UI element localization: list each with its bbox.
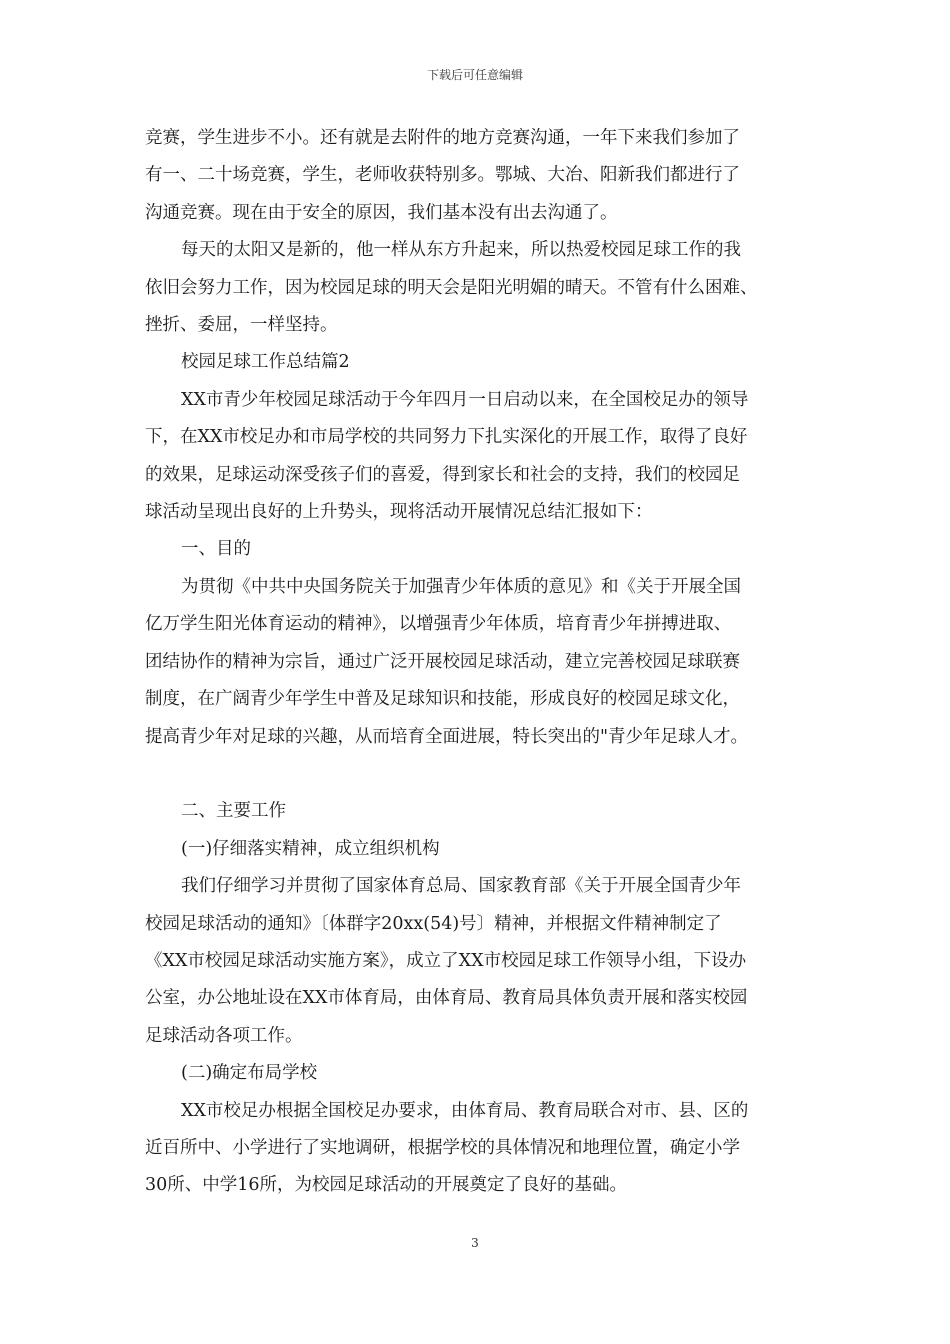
body-line: 挫折、委屈，一样坚持。 <box>145 315 338 336</box>
body-line: 我们仔细学习并贯彻了国家体育总局、国家教育部《关于开展全国青少年 <box>181 876 741 897</box>
heading-purpose: 一、目的 <box>181 539 251 560</box>
body-line: 每天的太阳又是新的，他一样从东方升起来，所以热爱校园足球工作的我 <box>181 240 741 261</box>
page-header: 下载后可任意编辑 <box>426 68 523 82</box>
body-line: 依旧会努力工作，因为校园足球的明天会是阳光明媚的晴天。不管有什么困难、 <box>145 277 758 298</box>
body-line: XX市校足办根据全国校足办要求，由体育局、教育局联合对市、县、区的 <box>181 1100 749 1121</box>
body-line: 制度，在广阔青少年学生中普及足球知识和技能，形成良好的校园足球文化， <box>145 689 740 710</box>
document-body <box>145 120 815 1205</box>
heading-main-work: 二、主要工作 <box>181 801 286 822</box>
body-line: 近百所中、小学进行了实地调研，根据学校的具体情况和地理位置，确定小学 <box>145 1137 740 1158</box>
body-line: 为贯彻《中共中央国务院关于加强青少年体质的意见》和《关于开展全国 <box>181 576 741 597</box>
body-line: 竞赛，学生进步不小。还有就是去附件的地方竞赛沟通，一年下来我们参加了 <box>145 128 740 148</box>
body-line: XX市青少年校园足球活动于今年四月一日启动以来，在全国校足办的领导 <box>181 389 749 410</box>
body-line: 校园足球活动的通知》〔体群字20xx(54)号〕精神，并根据文件精神制定了 <box>145 913 722 934</box>
body-line: 《XX市校园足球活动实施方案》，成立了XX市校园足球工作领导小组，下设办 <box>145 950 747 971</box>
body-line: 亿万学生阳光体育运动的精神》，以增强青少年体质，培育青少年拼搏进取、 <box>145 614 732 635</box>
body-line: 团结协作的精神为宗旨，通过广泛开展校园足球活动，建立完善校园足球联赛 <box>145 651 740 672</box>
body-line: 足球活动各项工作。 <box>145 1025 303 1046</box>
body-line: 30所、中学16所，为校园足球活动的开展奠定了良好的基础。 <box>145 1175 628 1196</box>
body-line: 的效果，足球运动深受孩子们的喜爱，得到家长和社会的支持，我们的校园足 <box>145 464 740 485</box>
body-line: 球活动呈现出良好的上升势头，现将活动开展情况总结汇报如下： <box>145 502 653 523</box>
body-line: 公室，办公地址设在XX市体育局，由体育局、教育局具体负责开展和落实校园 <box>145 988 748 1009</box>
body-line: 下，在XX市校足办和市局学校的共同努力下扎实深化的开展工作，取得了良好 <box>145 427 748 448</box>
section-title: 校园足球工作总结篇2 <box>181 352 350 373</box>
page-number: 3 <box>471 1236 479 1250</box>
paragraph-gap <box>145 756 815 793</box>
body-line: 提高青少年对足球的兴趣，从而培育全面进展，特长突出的"青少年足球人才。 <box>145 726 749 747</box>
body-line: 有一、二十场竞赛，学生，老师收获特别多。鄂城、大冶、阳新我们都进行了 <box>145 165 740 186</box>
body-line: 沟通竞赛。现在由于安全的原因，我们基本没有出去沟通了。 <box>145 202 618 223</box>
subheading-two: (二)确定布局学校 <box>181 1063 318 1084</box>
subheading-one: (一)仔细落实精神，成立组织机构 <box>181 838 440 859</box>
